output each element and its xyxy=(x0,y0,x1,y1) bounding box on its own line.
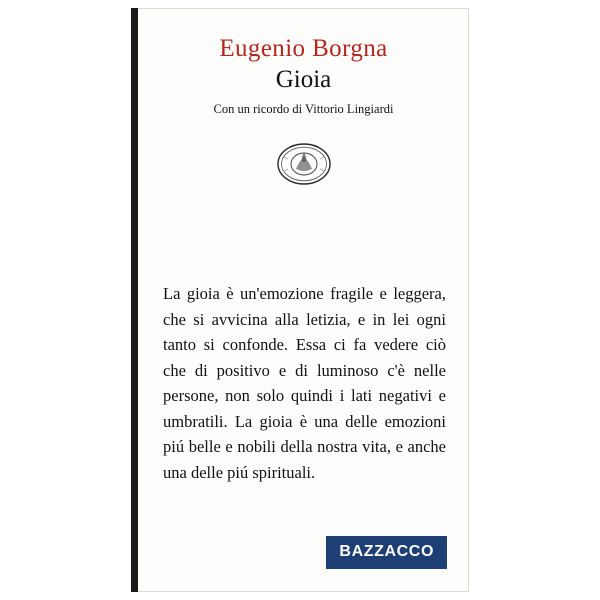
book-blurb: La gioia è un'emozione fragile e leggera, che si avvicina alla letizia, e in lei ogni tanto si confonde. Essa ci fa vedere ciò che di positivo e di luminoso c'è nelle persone, non solo quindi i lati negativi e umbratili. La gioia è una delle emozioni piú belle e nobili della nostra vita, e anche una delle piú spirituali. xyxy=(163,284,446,482)
publisher-logo: BAZZACCO xyxy=(326,536,447,569)
book-cover xyxy=(131,8,469,592)
book-author: Eugenio Borgna xyxy=(219,35,388,62)
cover-content xyxy=(139,9,468,591)
book-title: Gioia xyxy=(275,66,332,93)
book-spine xyxy=(131,8,138,592)
book-subtitle: Con un ricordo di Vittorio Lingiardi xyxy=(213,102,394,116)
publisher-emblem-icon xyxy=(276,141,332,187)
